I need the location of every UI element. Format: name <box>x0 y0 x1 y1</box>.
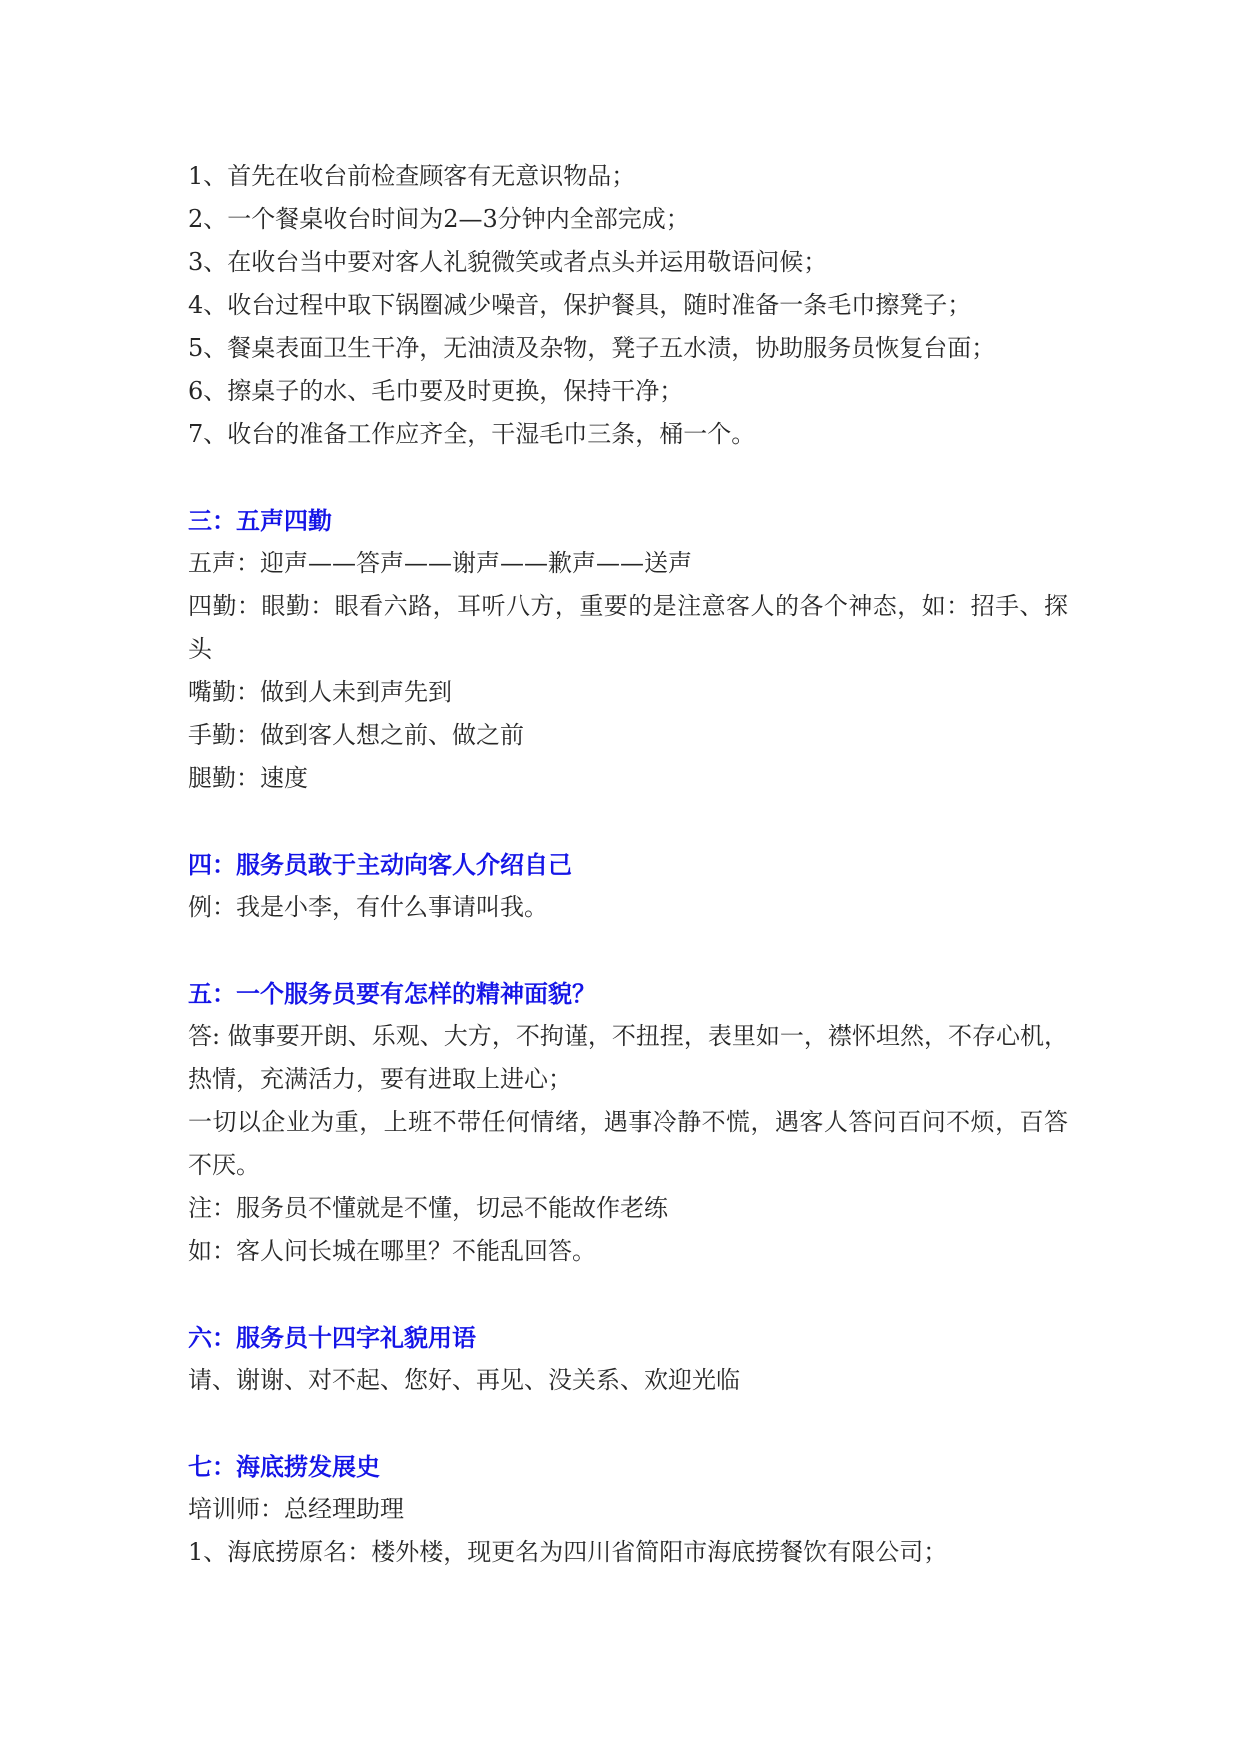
section-heading: 三：五声四勤 <box>188 506 332 535</box>
list-item: 3、在收台当中要对客人礼貌微笑或者点头并运用敬语问候； <box>188 248 828 276</box>
paragraph-line: 四勤：眼勤：眼看六路，耳听八方，重要的是注意客人的各个神态，如：招手、探头 <box>188 592 1068 663</box>
paragraph-line: 腿勤：速度 <box>188 764 308 792</box>
section-heading: 五：一个服务员要有怎样的精神面貌？ <box>188 979 596 1008</box>
list-item: 6、擦桌子的水、毛巾要及时更换，保持干净； <box>188 377 684 405</box>
section-polite-phrases <box>188 1316 1068 1402</box>
paragraph-line: 培训师：总经理助理 <box>188 1495 404 1523</box>
spacer <box>188 929 1068 972</box>
paragraph-line: 例：我是小李，有什么事请叫我。 <box>188 893 548 921</box>
list-item: 5、餐桌表面卫生干净，无油渍及杂物，凳子五水渍，协助服务员恢复台面； <box>188 334 996 362</box>
section-heading: 七：海底捞发展史 <box>188 1452 380 1481</box>
paragraph-line: 注：服务员不懂就是不懂，切忌不能故作老练 <box>188 1194 668 1222</box>
paragraph-line: 1、海底捞原名：楼外楼，现更名为四川省简阳市海底捞餐饮有限公司； <box>188 1538 948 1566</box>
spacer <box>188 1402 1068 1445</box>
section-heading: 六：服务员十四字礼貌用语 <box>188 1323 476 1352</box>
list-item: 2、一个餐桌收台时间为2—3分钟内全部完成； <box>188 205 690 233</box>
list-item: 1、首先在收台前检查顾客有无意识物品； <box>188 162 636 190</box>
spacer <box>188 456 1068 499</box>
document-page <box>188 155 1068 1574</box>
section-heading: 四：服务员敢于主动向客人介绍自己 <box>188 850 572 879</box>
list-item: 4、收台过程中取下锅圈减少噪音，保护餐具，随时准备一条毛巾擦凳子； <box>188 291 972 319</box>
spacer <box>188 1273 1068 1316</box>
paragraph-line: 请、谢谢、对不起、您好、再见、没关系、欢迎光临 <box>188 1366 740 1394</box>
spacer <box>188 800 1068 843</box>
section-five-voices <box>188 499 1068 800</box>
section-history <box>188 1445 1068 1574</box>
section2-list <box>188 155 1068 456</box>
paragraph-line: 手勤：做到客人想之前、做之前 <box>188 721 524 749</box>
paragraph-line: 嘴勤：做到人未到声先到 <box>188 678 452 706</box>
paragraph-line: 一切以企业为重，上班不带任何情绪，遇事冷静不慌，遇客人答问百问不烦，百答不厌。 <box>188 1108 1068 1179</box>
list-item: 7、收台的准备工作应齐全，干湿毛巾三条，桶一个。 <box>188 420 756 448</box>
section-spirit <box>188 972 1068 1273</box>
paragraph-line: 如：客人问长城在哪里？不能乱回答。 <box>188 1237 596 1265</box>
paragraph-line: 答: 做事要开朗、乐观、大方，不拘谨，不扭捏，表里如一，襟怀坦然，不存心机，热情，充满活力，要有进取上进心； <box>188 1022 1068 1093</box>
paragraph-line: 五声：迎声——答声——谢声——歉声——送声 <box>188 549 692 577</box>
section-self-introduction <box>188 843 1068 929</box>
